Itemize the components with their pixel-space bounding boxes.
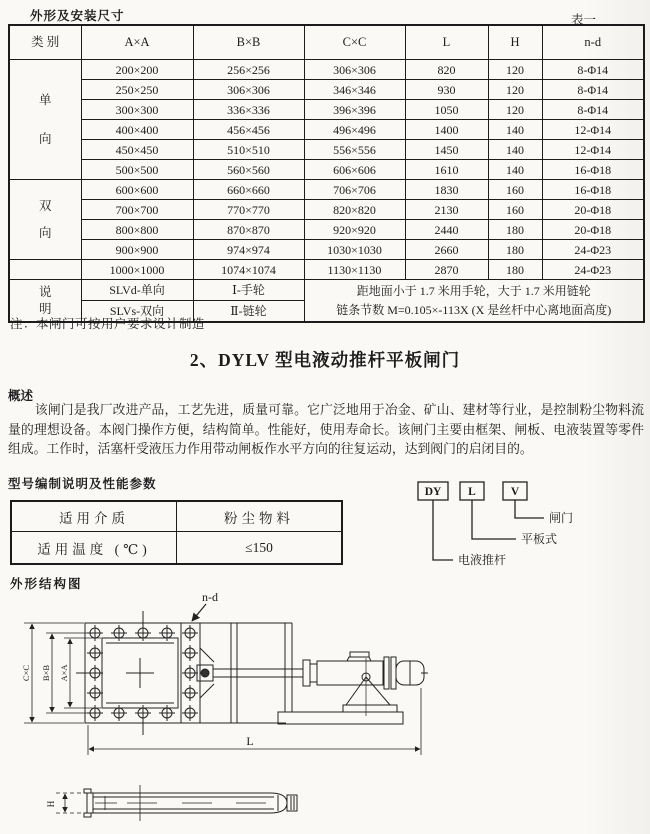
dim-cell: 500×500 — [81, 160, 193, 180]
legend-row — [9, 280, 644, 301]
spec-table — [10, 500, 343, 565]
category-cell: 双 向 — [9, 180, 81, 260]
dim-cell: 250×250 — [81, 80, 193, 100]
col-header-category: 类 别 — [9, 25, 81, 60]
col-header-nd: n-d — [542, 25, 644, 60]
model-code-dy: DY — [424, 486, 442, 498]
dim-cell: 820×820 — [304, 200, 405, 220]
dim-cell: 120 — [488, 100, 542, 120]
table-number-label: 表一 — [571, 13, 597, 27]
dim-cell: 160 — [488, 180, 542, 200]
legend-cell: SLVs-双向 — [81, 301, 193, 323]
dim-label-h: H — [46, 800, 56, 808]
dim-cell: 200×200 — [81, 60, 193, 80]
footnote: 注：本闸门可按用户要求设计制造 — [10, 317, 206, 331]
dim-cell: 1610 — [405, 160, 488, 180]
dim-cell: 8-Φ14 — [542, 100, 644, 120]
dim-cell: 1130×1130 — [304, 260, 405, 280]
dim-cell: 510×510 — [193, 140, 304, 160]
dim-cell: 770×770 — [193, 200, 304, 220]
dim-label-axa: A×A — [59, 664, 69, 682]
dim-cell: 180 — [488, 260, 542, 280]
table-row — [9, 100, 644, 120]
page-title: 2、DYLV 型电液动推杆平板闸门 — [189, 350, 461, 370]
dim-cell: 1074×1074 — [193, 260, 304, 280]
nd-leader-arrow — [192, 604, 206, 621]
dim-cell: 2440 — [405, 220, 488, 240]
dim-label-cxc: C×C — [21, 664, 31, 682]
dim-cell: 400×400 — [81, 120, 193, 140]
dim-cell: 140 — [488, 120, 542, 140]
col-header-axa: A×A — [81, 25, 193, 60]
dim-cell: 120 — [488, 80, 542, 100]
hydraulic-cylinder — [317, 661, 383, 685]
dim-cell: 140 — [488, 160, 542, 180]
dim-label-nd: n-d — [202, 590, 218, 604]
spec-row-medium — [11, 501, 342, 532]
table-row — [9, 180, 644, 200]
table-row — [9, 120, 644, 140]
dim-cell: 1030×1030 — [304, 240, 405, 260]
dim-cell: 1050 — [405, 100, 488, 120]
model-code-v: V — [510, 486, 520, 498]
dim-cell: 800×800 — [81, 220, 193, 240]
dim-cell: 8-Φ14 — [542, 80, 644, 100]
leader-line-l — [472, 500, 516, 539]
length-dimension — [88, 688, 421, 755]
table-row — [9, 240, 644, 260]
dim-cell: 140 — [488, 140, 542, 160]
model-code-l: L — [468, 486, 476, 498]
stand-base — [343, 705, 397, 712]
dim-cell: 16-Φ18 — [542, 160, 644, 180]
table-row — [9, 260, 644, 280]
dim-cell: 12-Φ14 — [542, 140, 644, 160]
dim-cell: 306×306 — [304, 60, 405, 80]
col-header-l: L — [405, 25, 488, 60]
dim-cell: 606×606 — [304, 160, 405, 180]
filler-cap — [350, 652, 369, 657]
dim-cell: 450×450 — [81, 140, 193, 160]
dim-cell: 974×974 — [193, 240, 304, 260]
dim-cell: 346×346 — [304, 80, 405, 100]
legend-cell: SLVd-单向 — [81, 280, 193, 301]
dim-cell: 120 — [488, 60, 542, 80]
dim-cell: 180 — [488, 220, 542, 240]
spec-value-medium: 粉尘物料 — [177, 501, 343, 532]
dim-cell: 180 — [488, 240, 542, 260]
dim-cell: 20-Φ18 — [542, 200, 644, 220]
dim-cell: 456×456 — [193, 120, 304, 140]
rod-end-cap — [287, 795, 297, 811]
dim-cell: 496×496 — [304, 120, 405, 140]
dim-cell: 870×870 — [193, 220, 304, 240]
structure-drawing — [0, 588, 650, 834]
main-view — [76, 611, 428, 735]
dim-cell: 396×396 — [304, 100, 405, 120]
dim-cell: 660×660 — [193, 180, 304, 200]
section-heading-overview: 概述 — [8, 389, 34, 403]
spec-label-temperature: 适用温度 (℃) — [11, 532, 177, 565]
dim-cell: 920×920 — [304, 220, 405, 240]
spec-value-temperature: ≤150 — [177, 532, 343, 565]
col-header-bxb: B×B — [193, 25, 304, 60]
dim-cell: 336×336 — [193, 100, 304, 120]
dimension-table — [8, 24, 645, 323]
category-cell — [9, 260, 81, 280]
legend-cell: Ⅰ-手轮 — [193, 280, 304, 301]
leader-line-dy — [433, 500, 453, 560]
dim-cell: 20-Φ18 — [542, 220, 644, 240]
dim-cell: 1000×1000 — [81, 260, 193, 280]
section-heading-model: 型号编制说明及性能参数 — [8, 477, 157, 491]
model-label-flat: 平板式 — [521, 532, 558, 546]
model-label-gate: 闸门 — [549, 511, 574, 525]
overview-paragraph: 该闸门是我厂改进产品，工艺先进，质量可靠。它广泛地用于冶金、矿山、建材等行业，是控制粉尘物料流量的理想设备。本阀门操作方便，结构简单。性能好，使用寿命长。该闸门主要由框架、闸板、电液装置等零件组成。工作时，活塞杆受液压力作用带动闸板作水平方向的往复运动，达到阀门的启闭目的。 — [8, 403, 644, 456]
support-stand — [346, 677, 366, 705]
dim-cell: 300×300 — [81, 100, 193, 120]
clevis-pin — [201, 669, 209, 677]
dim-cell: 16-Φ18 — [542, 180, 644, 200]
base-plate — [278, 712, 403, 724]
dim-cell: 2870 — [405, 260, 488, 280]
col-header-h: H — [488, 25, 542, 60]
dim-cell: 160 — [488, 200, 542, 220]
table-row — [9, 200, 644, 220]
legend-note-cell: 距地面小于 1.7 米用手轮，大于 1.7 米用链轮 链条节数 M=0.105×-113X (X 是丝杆中心离地面高度) — [304, 280, 644, 323]
table-header-row — [9, 25, 644, 60]
category-cell: 单 向 — [9, 60, 81, 180]
section-heading-structure: 外形结构图 — [10, 577, 83, 591]
dim-cell: 256×256 — [193, 60, 304, 80]
dim-cell: 706×706 — [304, 180, 405, 200]
dim-cell: 560×560 — [193, 160, 304, 180]
dim-label-l: L — [246, 734, 254, 748]
dim-cell: 556×556 — [304, 140, 405, 160]
spec-row-temperature — [11, 532, 342, 565]
legend-cell: Ⅱ-链轮 — [193, 301, 304, 323]
table-row — [9, 140, 644, 160]
dim-cell: 1450 — [405, 140, 488, 160]
dim-cell: 900×900 — [81, 240, 193, 260]
dim-cell: 2130 — [405, 200, 488, 220]
dim-cell: 24-Φ23 — [542, 240, 644, 260]
table-row — [9, 220, 644, 240]
legend-label-cell: 说 明 — [9, 280, 81, 323]
dim-cell: 306×306 — [193, 80, 304, 100]
dim-cell: 1830 — [405, 180, 488, 200]
dim-cell: 2660 — [405, 240, 488, 260]
dim-cell: 8-Φ14 — [542, 60, 644, 80]
dim-cell: 820 — [405, 60, 488, 80]
dim-label-bxb: B×B — [41, 664, 51, 682]
height-dimension — [56, 793, 88, 813]
model-label-pushrod: 电液推杆 — [458, 553, 507, 567]
dim-cell: 12-Φ14 — [542, 120, 644, 140]
dim-cell: 930 — [405, 80, 488, 100]
model-code-diagram — [408, 476, 648, 572]
side-view — [84, 785, 297, 821]
dim-cell: 1400 — [405, 120, 488, 140]
leader-line-v — [515, 500, 544, 518]
section-heading-dimensions: 外形及安装尺寸 — [30, 9, 125, 23]
dim-cell: 600×600 — [81, 180, 193, 200]
dim-cell: 700×700 — [81, 200, 193, 220]
table-row — [9, 80, 644, 100]
spec-label-medium: 适用介质 — [11, 501, 177, 532]
dim-cell: 24-Φ23 — [542, 260, 644, 280]
table-row — [9, 160, 644, 180]
col-header-cxc: C×C — [304, 25, 405, 60]
piston-rod — [213, 669, 303, 677]
table-row — [9, 60, 644, 80]
